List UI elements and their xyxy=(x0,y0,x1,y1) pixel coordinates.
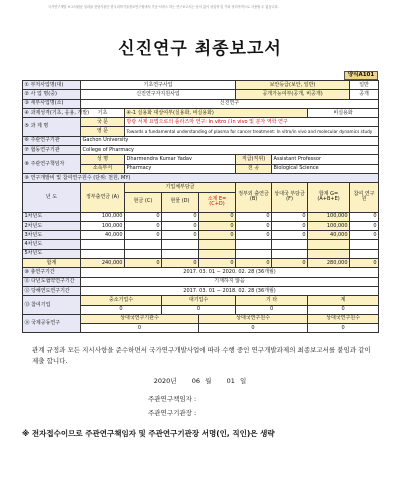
form-code-badge: 양식A101 xyxy=(344,71,378,80)
header-note: 국가연구개발 보고서원문 성과물 전담기관인 한국과학기술정보연구원에서 가공·서비스 하는 연구보고서는 동의 없이 상업적 및 기타 영리목적으로 사용할 수 없습니다. xyxy=(48,5,279,9)
budget-row xyxy=(23,231,379,240)
intl-partner-institutions-value: 0 xyxy=(81,324,199,333)
project-type-value: 기초 xyxy=(81,108,125,117)
date-month: 06 월 xyxy=(191,377,212,385)
row-intl-header xyxy=(23,314,379,323)
pi-major-label: 전 공 xyxy=(236,164,272,173)
budget-inkind: 0 xyxy=(162,231,199,240)
budget-other: 0 xyxy=(272,212,308,221)
row-coop-institution xyxy=(23,146,379,155)
budget-cash: 0 xyxy=(125,212,162,221)
budget-sum-inkind: 0 xyxy=(162,259,199,268)
budget-local: 0 xyxy=(236,231,272,240)
budget-subtotal xyxy=(199,240,236,249)
coop-institution-label: ⑦ 협동연구기관 xyxy=(23,146,81,155)
budget-sum-gov: 240,000 xyxy=(81,259,125,268)
budget-year: 2차년도 xyxy=(23,221,81,230)
company-total-header: 계 xyxy=(308,296,379,305)
budget-subtotal xyxy=(199,249,236,258)
row-total-period xyxy=(23,268,379,277)
program-label: ② 사 업 명(중) xyxy=(23,90,81,99)
report-table xyxy=(22,80,379,333)
row-participating-header xyxy=(23,296,379,305)
budget-sum-total: 280,000 xyxy=(308,259,350,268)
project-type-label: ④ 과제성격(기초, 응용, 개발) xyxy=(23,108,81,117)
intl-partner-researchers-value: 0 xyxy=(199,324,308,333)
pi-name-label: 성 명 xyxy=(81,155,125,164)
security-level-label: 보안등급(보안, 일반) xyxy=(236,81,350,90)
budget-cash xyxy=(125,240,162,249)
row-multi-year xyxy=(23,277,379,286)
budget-local xyxy=(236,249,272,258)
budget-sum-cash: 0 xyxy=(125,259,162,268)
intl-partner-researchers-header-2: 상대국연구원수 xyxy=(308,314,379,323)
budget-row xyxy=(23,212,379,221)
budget-private-header: 기업체부담금 xyxy=(125,183,236,192)
budget-local-header: 정부외 출연금 (B) xyxy=(236,183,272,212)
budget-gov: 100,000 xyxy=(81,212,125,221)
budget-other: 0 xyxy=(272,221,308,230)
budget-year-header: 년 도 xyxy=(23,183,81,212)
disclosure-value: 공개 xyxy=(350,90,379,99)
budget-year: 3차년도 xyxy=(23,231,81,240)
budget-local: 0 xyxy=(236,221,272,230)
date-day: 01 일 xyxy=(226,377,247,385)
pi-position-label: 직급(직위) xyxy=(236,155,272,164)
budget-gov: 40,000 xyxy=(81,231,125,240)
lead-institution-label: ⑥ 주관연구기관 xyxy=(23,136,81,145)
sme-count-header: 중소기업수 xyxy=(81,296,162,305)
submission-statement: 관계 규정과 모든 지시사항을 준수하면서 국가연구개발사업에 따라 수행 중인 연구개발과제의 최종보고서를 붙임과 같이 제출 합니다. xyxy=(32,346,371,365)
budget-sum-local: 0 xyxy=(236,259,272,268)
budget-gov xyxy=(81,240,125,249)
title-en-label: 영 문 xyxy=(81,127,125,136)
budget-year: 5차년도 xyxy=(23,249,81,258)
budget-row xyxy=(23,249,379,258)
budget-subtotal: 0 xyxy=(199,221,236,230)
intl-joint-research-label: ⑭ 국제공동연구 xyxy=(23,314,81,333)
budget-researchers: 0 xyxy=(350,212,379,221)
pi-label: ⑧ 주관연구책임자 xyxy=(23,155,81,174)
budget-row xyxy=(23,240,379,249)
budget-local: 0 xyxy=(236,212,272,221)
intl-partner-researchers-header: 상대국연구원수 xyxy=(199,314,308,323)
program-value: 신진연구자지원사업 xyxy=(81,90,236,99)
budget-inkind: 0 xyxy=(162,221,199,230)
large-company-count-value: 0 xyxy=(162,305,236,314)
pi-dept-value: Pharmacy xyxy=(125,164,236,173)
budget-subtotal: 0 xyxy=(199,231,236,240)
budget-researchers: 0 xyxy=(350,221,379,230)
company-total-value: 0 xyxy=(308,305,379,314)
pi-dept-label: 소속부서 xyxy=(81,164,125,173)
budget-researchers xyxy=(350,240,379,249)
current-year-label: ⑫ 당해연도연구기간 xyxy=(23,286,81,295)
date-year: 2020년 xyxy=(153,377,177,385)
row-lead-institution xyxy=(23,136,379,145)
row-title-ko xyxy=(23,118,379,127)
budget-cash xyxy=(125,249,162,258)
intl-partner-institutions-header: 상대국연구기관수 xyxy=(81,314,199,323)
budget-gov-header: 정부출연금 (A) xyxy=(81,183,125,212)
security-level-value: 일반 xyxy=(350,81,379,90)
budget-total: 40,000 xyxy=(308,231,350,240)
row-ministry-program xyxy=(23,81,379,90)
sub-program-value: 신진연구 xyxy=(81,99,379,108)
ministry-program-label: ① 부처사업명(대) xyxy=(23,81,81,90)
page-title: 신진연구 최종보고서 xyxy=(118,39,282,59)
row-project-type xyxy=(23,108,379,117)
budget-gov xyxy=(81,249,125,258)
budget-cash: 0 xyxy=(125,231,162,240)
budget-year: 1차년도 xyxy=(23,212,81,221)
row-pi-name xyxy=(23,155,379,164)
project-title-label: ⑤ 과 제 명 xyxy=(23,118,81,137)
budget-total xyxy=(308,240,350,249)
budget-sum-researchers: 0 xyxy=(350,259,379,268)
row-current-year xyxy=(23,286,379,295)
budget-gov: 100,000 xyxy=(81,221,125,230)
other-count-header: 기 타 xyxy=(236,296,308,305)
row-budget-header-1 xyxy=(23,183,379,192)
commercialization-label: ④-1 실용화 대상여부(실용화, 비실용화) xyxy=(125,108,308,117)
budget-cash: 0 xyxy=(125,221,162,230)
sme-count-value: 0 xyxy=(81,305,162,314)
multi-year-value: 기재하지 않음 xyxy=(81,277,379,286)
pi-major-value: Biological Science xyxy=(272,164,379,173)
budget-row xyxy=(23,221,379,230)
lead-researcher-signature-label: 주관연구책임자 : xyxy=(148,395,197,403)
budget-other xyxy=(272,240,308,249)
budget-sum-year: 합계 xyxy=(23,259,81,268)
lead-institution-value: Gachon University xyxy=(81,136,379,145)
budget-inkind xyxy=(162,240,199,249)
budget-other: 0 xyxy=(272,231,308,240)
budget-inkind: 0 xyxy=(162,212,199,221)
row-sub-program xyxy=(23,99,379,108)
budget-total-header: 합계 G=(A+B+E) xyxy=(308,183,350,212)
budget-subtotal: 0 xyxy=(199,212,236,221)
budget-other xyxy=(272,249,308,258)
total-period-label: ⑩ 총연구기간 xyxy=(23,268,81,277)
title-en-value: Towards a fundamental understanding of plasma for cancer treatment: In vitro/in vivo and molecular dynamics study xyxy=(125,127,379,136)
coop-institution-value: College of Pharmacy xyxy=(81,146,379,155)
budget-researchers xyxy=(350,249,379,258)
institution-head-signature-label: 주관연구기관장 : xyxy=(148,409,197,417)
participating-companies-label: ⑬ 참여기업 xyxy=(23,296,81,315)
budget-researchers: 0 xyxy=(350,231,379,240)
budget-subtotal-header: 소계 E=(C+D) xyxy=(199,192,236,212)
total-period-value: 2017. 03. 01 − 2020. 02. 28 (36개월) xyxy=(81,268,379,277)
budget-total: 100,000 xyxy=(308,221,350,230)
budget-inkind-header: 현물 (D) xyxy=(162,192,199,212)
submission-date xyxy=(0,376,400,385)
other-count-value: 0 xyxy=(236,305,308,314)
footnote: ※ 전자접수이므로 주관연구책임자 및 주관연구기관장 서명(인, 직인)은 생략 xyxy=(22,429,275,438)
commercialization-value: 비실용화 xyxy=(308,108,379,117)
pi-position-value: Assistant Professor xyxy=(272,155,379,164)
row-program xyxy=(23,90,379,99)
large-company-count-header: 대기업수 xyxy=(162,296,236,305)
budget-other-header: 상대국 부담금 (F) xyxy=(272,183,308,212)
intl-partner-researchers-value-2: 0 xyxy=(308,324,379,333)
row-budget-title xyxy=(23,173,379,182)
budget-total: 100,000 xyxy=(308,212,350,221)
budget-local xyxy=(236,240,272,249)
budget-researchers-header: 참여 연구원 xyxy=(350,183,379,212)
current-year-value: 2017. 03. 01 − 2018. 02. 28 (36개월) xyxy=(81,286,379,295)
budget-inkind xyxy=(162,249,199,258)
budget-cash-header: 현금 (C) xyxy=(125,192,162,212)
multi-year-label: ⑪ 다년도협약연구기간 xyxy=(23,277,81,286)
disclosure-label: 공개가능여부(공개, 비공개) xyxy=(236,90,350,99)
title-ko-value: 방광 서제 요법으로의 플라즈마 연구: In vitro / In vivo 및 분자 역학 연구 xyxy=(125,118,379,127)
title-ko-label: 국 문 xyxy=(81,118,125,127)
ministry-program-value: 기초연구사업 xyxy=(81,81,236,90)
budget-total xyxy=(308,249,350,258)
pi-name-value: Dharmendra Kumar Yadav xyxy=(125,155,236,164)
budget-sum-row xyxy=(23,259,379,268)
budget-year: 4차년도 xyxy=(23,240,81,249)
budget-sum-other: 0 xyxy=(272,259,308,268)
sub-program-label: ③ 세부사업명(소) xyxy=(23,99,81,108)
budget-sum-subtotal: 0 xyxy=(199,259,236,268)
budget-section-label: ⑨ 연구개발비 및 참여연구원수 (단위: 천원, MY) xyxy=(23,173,379,182)
